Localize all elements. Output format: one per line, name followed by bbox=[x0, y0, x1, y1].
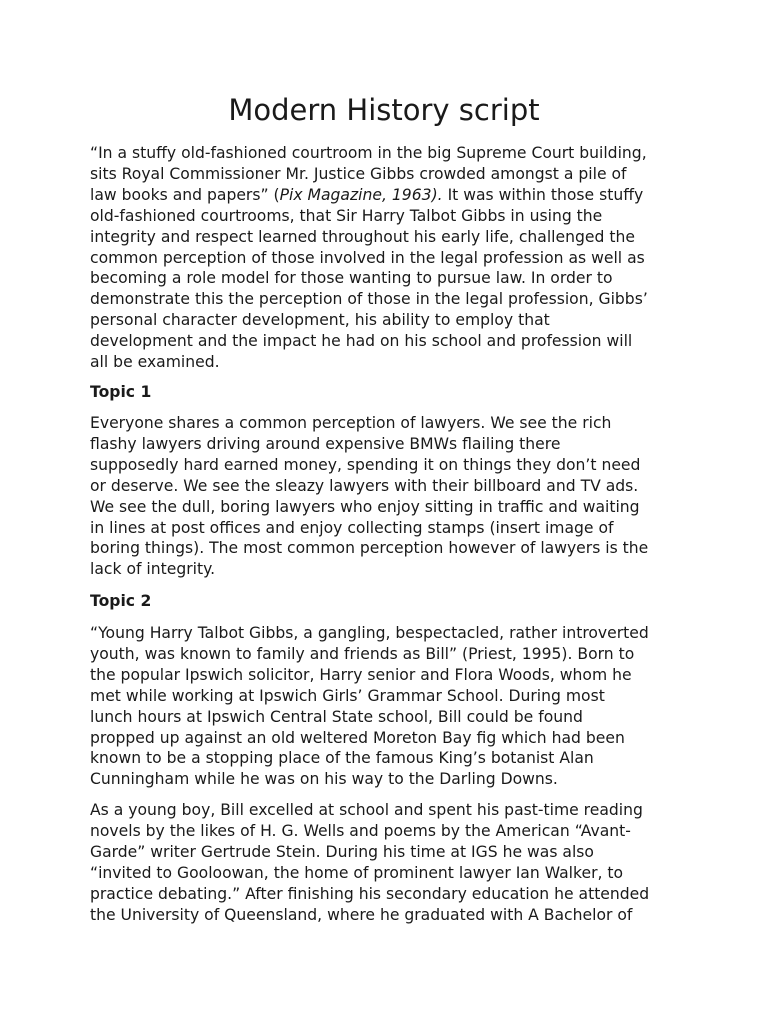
text-line: propped up against an old weltered Moreton Bay fig which had been bbox=[90, 728, 625, 747]
text-line: the popular Ipswich solicitor, Harry senior and Flora Woods, whom he bbox=[90, 665, 632, 684]
topic-2-paragraph-2 bbox=[90, 800, 690, 925]
text-line: common perception of those involved in the legal profession as well as bbox=[90, 248, 645, 267]
text-line: all be examined. bbox=[90, 353, 220, 372]
text-line: the University of Queensland, where he graduated with A Bachelor of bbox=[90, 905, 633, 924]
text-line: “In a stuffy old-fashioned courtroom in the big Supreme Court building, bbox=[90, 144, 647, 162]
text-line: practice debating.” After finishing his secondary education he attended bbox=[90, 884, 650, 903]
text-line: novels by the likes of H. G. Wells and poems by the American “Avant- bbox=[90, 821, 631, 840]
topic-1-heading: Topic 1 bbox=[90, 383, 152, 401]
text-line: development and the impact he had on his school and profession will bbox=[90, 332, 633, 351]
text-line: in lines at post offices and enjoy collecting stamps (insert image of bbox=[90, 518, 614, 537]
text-line: boring things). The most common perception however of lawyers is the bbox=[90, 539, 649, 558]
text-line-citation bbox=[90, 185, 690, 206]
intro-paragraph bbox=[90, 143, 690, 373]
text-line: Garde” writer Gertrude Stein. During his time at IGS he was also bbox=[90, 842, 594, 861]
text-line: lack of integrity. bbox=[90, 560, 216, 579]
text-line: youth, was known to family and friends as Bill” (Priest, 1995). Born to bbox=[90, 644, 635, 663]
text-line: demonstrate this the perception of those in the legal profession, Gibbs’ bbox=[90, 290, 648, 309]
text-line: We see the dull, boring lawyers who enjoy sitting in traffic and waiting bbox=[90, 497, 640, 516]
text-line: or deserve. We see the sleazy lawyers with their billboard and TV ads. bbox=[90, 476, 639, 495]
topic-1-paragraph bbox=[90, 413, 690, 580]
text-line: “Young Harry Talbot Gibbs, a gangling, bespectacled, rather introverted bbox=[90, 624, 649, 642]
page-title: Modern History script bbox=[228, 93, 540, 127]
text-line: flashy lawyers driving around expensive BMWs flailing there bbox=[90, 434, 561, 453]
text-line: old-fashioned courtrooms, that Sir Harry Talbot Gibbs in using the bbox=[90, 206, 603, 225]
topic-2-paragraph-1 bbox=[90, 623, 690, 790]
text-line: known to be a stopping place of the famous King’s botanist Alan bbox=[90, 749, 594, 768]
text-line: lunch hours at Ipswich Central State school, Bill could be found bbox=[90, 707, 583, 726]
text-line: As a young boy, Bill excelled at school and spent his past-time reading bbox=[90, 801, 643, 819]
text-line: met while working at Ipswich Girls’ Grammar School. During most bbox=[90, 686, 605, 705]
text-line: personal character development, his ability to employ that bbox=[90, 311, 550, 330]
text-line: supposedly hard earned money, spending it on things they don’t need bbox=[90, 455, 641, 474]
text-line: integrity and respect learned throughout his early life, challenged the bbox=[90, 227, 635, 246]
text-line: becoming a role model for those wanting to pursue law. In order to bbox=[90, 269, 613, 288]
text-line: “invited to Gooloowan, the home of prominent lawyer Ian Walker, to bbox=[90, 863, 624, 882]
text-line: Cunningham while he was on his way to the Darling Downs. bbox=[90, 770, 558, 789]
citation-post: It was within those stuffy bbox=[442, 185, 644, 204]
text-line: Everyone shares a common perception of lawyers. We see the rich bbox=[90, 414, 612, 432]
citation-pre: law books and papers” ( bbox=[90, 185, 280, 204]
citation-source: Pix Magazine, 1963). bbox=[279, 185, 443, 204]
topic-2-heading: Topic 2 bbox=[90, 592, 152, 610]
text-line: sits Royal Commissioner Mr. Justice Gibbs crowded amongst a pile of bbox=[90, 164, 627, 183]
